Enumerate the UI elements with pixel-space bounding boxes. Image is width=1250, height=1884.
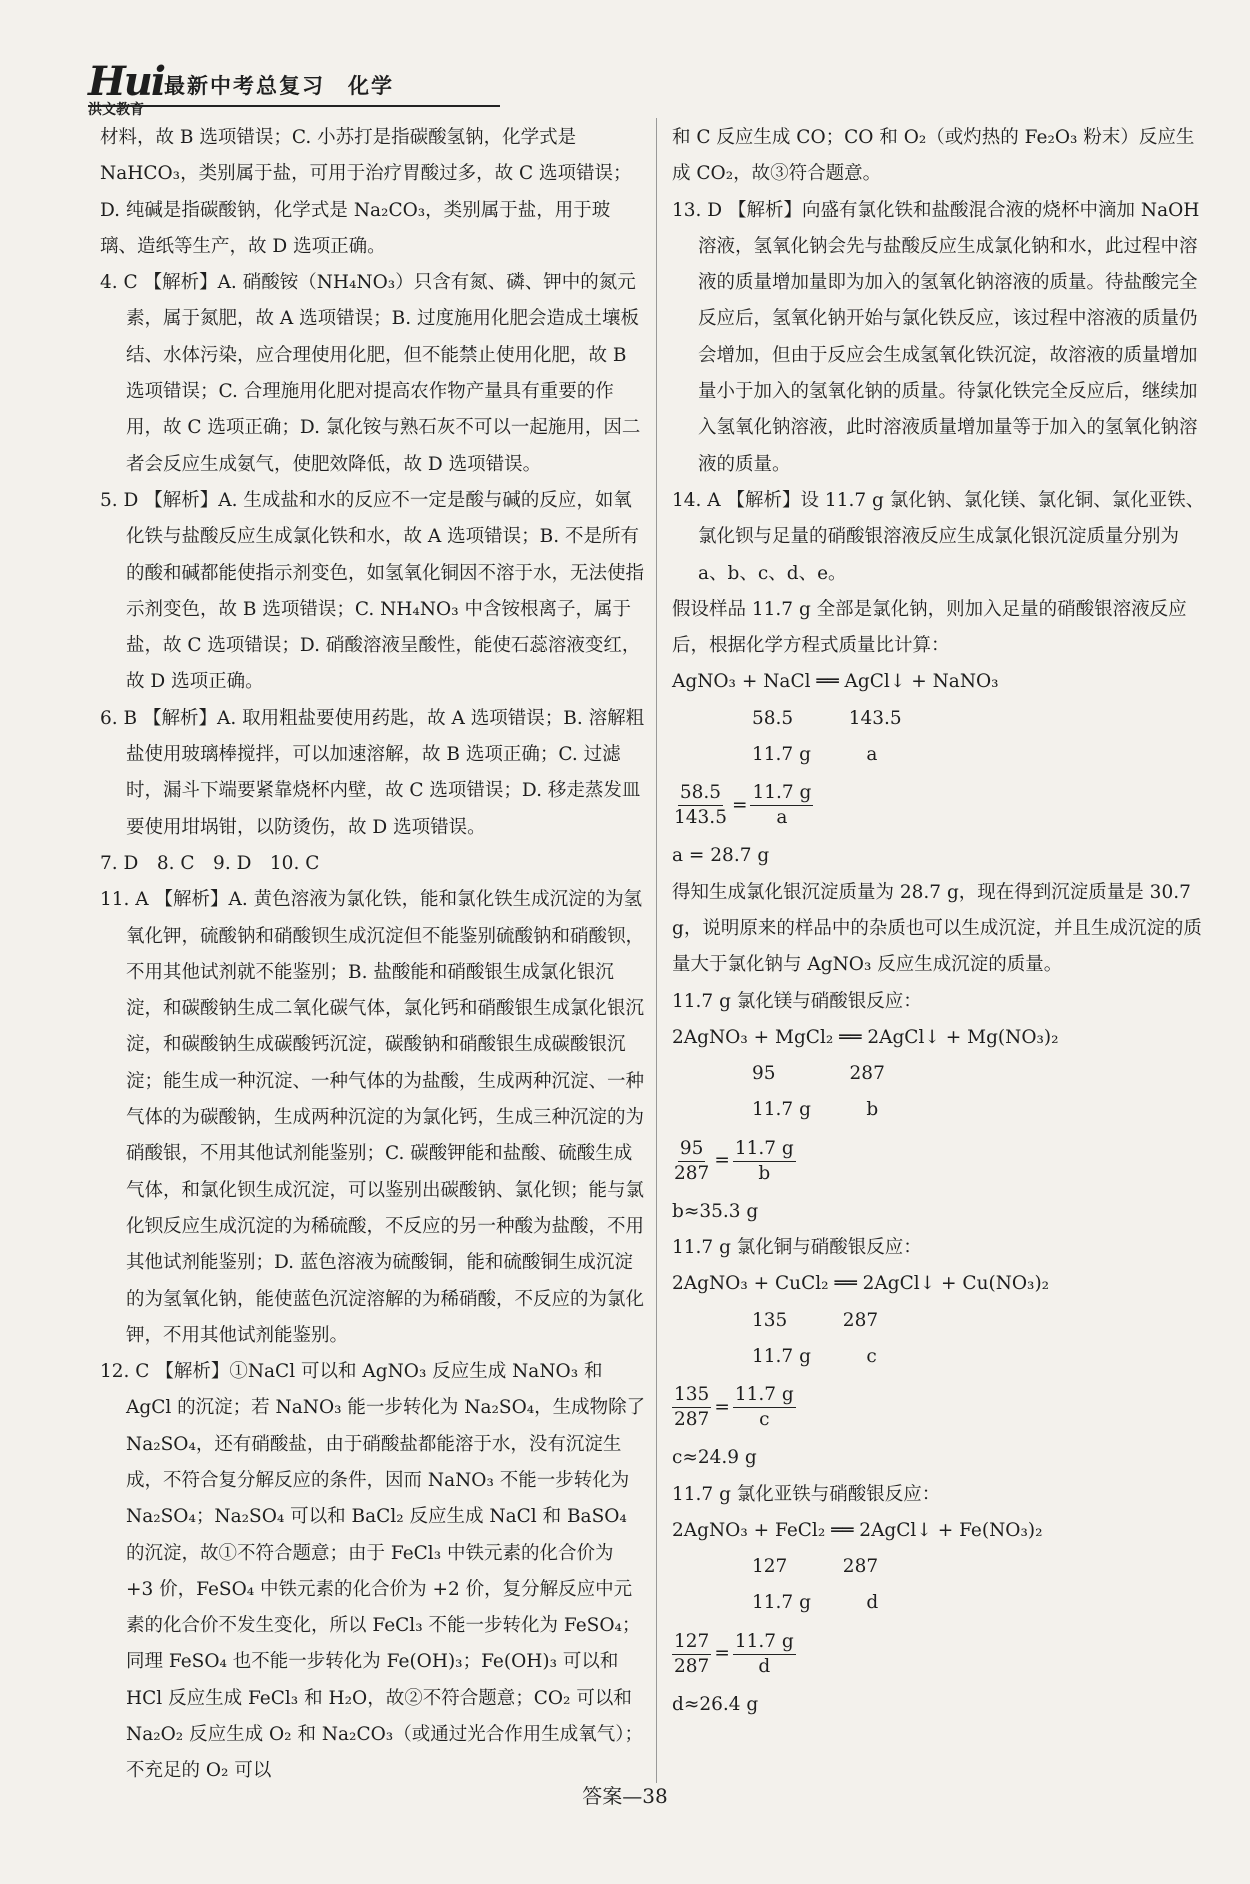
chemical-equation: 2AgNO₃ + FeCl₂ ══ 2AgCl↓ + Fe(NO₃)₂ [672, 1519, 1043, 1541]
fraction-numerator: 11.7 g [750, 781, 813, 806]
paragraph: 11.7 g 氯化铜与硝酸银反应： [672, 1237, 922, 1259]
fraction [672, 1630, 711, 1679]
paragraph: c≈24.9 g [672, 1447, 757, 1469]
equals-sign: = [714, 1150, 730, 1172]
equals-sign: = [714, 1396, 730, 1418]
paragraph: 11.7 g 氯化亚铁与硝酸银反应： [672, 1483, 941, 1505]
fraction-denominator: 143.5 [674, 807, 727, 829]
fraction-numerator: 11.7 g [733, 1630, 796, 1655]
fraction [733, 1137, 796, 1186]
fraction-denominator: c [759, 1409, 770, 1431]
equals-sign: = [731, 794, 748, 816]
equation-mass-row: 127 287 [752, 1556, 879, 1578]
equation-mass-row: 11.7 g d [752, 1592, 879, 1614]
fraction-denominator: b [758, 1162, 771, 1184]
equation-mass-row: 11.7 g a [752, 744, 878, 766]
book-title: 最新中考总复习 化学 [164, 74, 394, 98]
fraction-denominator: 287 [674, 1162, 710, 1184]
paragraph: 假设样品 11.7 g 全部是氯化钠，则加入足量的硝酸银溶液反应后，根据化学方程式质量比计算： [672, 598, 1187, 657]
fraction [733, 1383, 796, 1432]
proportion-equation [672, 1375, 1210, 1440]
fraction-denominator: d [758, 1655, 771, 1677]
fraction [750, 781, 813, 830]
proportion-equation [672, 1622, 1210, 1687]
proportion-equation [672, 1129, 1210, 1194]
fraction-numerator: 95 [678, 1137, 706, 1162]
paragraph: 11.7 g 氯化镁与硝酸银反应： [672, 990, 922, 1012]
header-rule [88, 105, 500, 107]
fraction-denominator: 287 [674, 1655, 710, 1677]
column-divider [656, 118, 657, 1783]
equation-mass-row: 58.5 143.5 [752, 707, 902, 729]
fraction-numerator: 58.5 [678, 781, 723, 806]
answer-item: 5. D 【解析】A. 生成盐和水的反应不一定是酸与碱的反应，如氧化铁与盐酸反应生成氯化铁和水，故 A 选项错误；B. 不是所有的酸和碱都能使指示剂变色，如氢氧化铜因不溶于水，无法使指示剂变色，故 B 选项错误；C. NH₄NO₃ 中含铵根离子，属于盐，故 C 选项错误；D. 硝酸溶液呈酸性，能使石蕊溶液变红，故 D 选项正确。 [100, 489, 645, 693]
equation-mass-row: 135 287 [752, 1309, 879, 1331]
paragraph: 材料，故 B 选项错误；C. 小苏打是指碳酸氢钠，化学式是 NaHCO₃，类别属于盐，可用于治疗胃酸过多，故 C 选项错误；D. 纯碱是指碳酸钠，化学式是 Na₂CO₃，类别属于盐，用于玻璃、造纸等生产，故 D 选项正确。 [100, 127, 632, 257]
equation-mass-row: 11.7 g c [752, 1345, 877, 1367]
fraction-denominator: 287 [674, 1409, 710, 1431]
publisher-name: 洪文教育 [88, 102, 144, 118]
answer-item: 7. D 8. C 9. D 10. C [100, 852, 320, 874]
equation-mass-row: 95 287 [752, 1063, 885, 1085]
answer-item: 14. A 【解析】设 11.7 g 氯化钠、氯化镁、氯化铜、氯化亚铁、氯化钡与足量的硝酸银溶液反应生成氯化银沉淀质量分别为 a、b、c、d、e。 [672, 489, 1205, 584]
paragraph: a = 28.7 g [672, 845, 770, 867]
proportion-equation [672, 773, 1210, 838]
fraction-denominator: a [776, 807, 788, 829]
fraction [672, 781, 729, 830]
chemical-equation: 2AgNO₃ + MgCl₂ ══ 2AgCl↓ + Mg(NO₃)₂ [672, 1026, 1059, 1048]
fraction-numerator: 127 [672, 1630, 711, 1655]
page-number: 答案—38 [582, 1784, 668, 1808]
equation-mass-row: 11.7 g b [752, 1099, 879, 1121]
right-column [672, 120, 1210, 1723]
paragraph: b≈35.3 g [672, 1200, 759, 1222]
chemical-equation: 2AgNO₃ + CuCl₂ ══ 2AgCl↓ + Cu(NO₃)₂ [672, 1273, 1050, 1295]
answer-item: 4. C 【解析】A. 硝酸铵（NH₄NO₃）只含有氮、磷、钾中的氮元素，属于氮肥，故 A 选项错误；B. 过度施用化肥会造成土壤板结、水体污染，应合理使用化肥，但不能禁止使用化肥，故 B 选项错误；C. 合理施用化肥对提高农作物产量具有重要的作用，故 C 选项正确；D. 氯化铵与熟石灰不可以一起施用，因二者会反应生成氨气，使肥效降低，故 D 选项错误。 [100, 272, 641, 475]
fraction-numerator: 11.7 g [733, 1383, 796, 1408]
fraction-numerator: 11.7 g [733, 1137, 796, 1162]
paragraph: 得知生成氯化银沉淀质量为 28.7 g，现在得到沉淀质量是 30.7 g，说明原来的样品中的杂质也可以生成沉淀，并且生成沉淀的质量大于氯化钠与 AgNO₃ 反应生成沉淀的质量。 [672, 881, 1202, 976]
fraction-numerator: 135 [672, 1383, 711, 1408]
answer-item: 11. A 【解析】A. 黄色溶液为氯化铁，能和氯化铁生成沉淀的为氢氧化钾，硫酸钠和硝酸钡生成沉淀但不能鉴别硫酸钠和硝酸钡，不用其他试剂就不能鉴别；B. 盐酸能和硝酸银生成氯化银沉淀，和碳酸钠生成二氧化碳气体，氯化钙和硝酸银生成氯化银沉淀，和碳酸钠生成碳酸钙沉淀，碳酸钠和硝酸银生成碳酸银沉淀；能生成一种沉淀、一种气体的为盐酸，生成两种沉淀、一种气体的为碳酸钠，生成两种沉淀的为氯化钙，生成三种沉淀的为硝酸银，不用其他试剂能鉴别；C. 碳酸钾能和盐酸、硫酸生成气体，和氯化钡生成沉淀，可以鉴别出碳酸钠、氯化钡；能与氯化钡反应生成沉淀的为稀硫酸，不反应的另一种酸为盐酸，不用其他试剂能鉴别；D. 蓝色溶液为硫酸铜，能和硫酸铜生成沉淀的为氢氧化钠，能使蓝色沉淀溶解的为稀硝酸，不反应的为氯化钾，不用其他试剂能鉴别。 [100, 889, 645, 1346]
answer-item: 6. B 【解析】A. 取用粗盐要使用药匙，故 A 选项错误；B. 溶解粗盐使用玻璃棒搅拌，可以加速溶解，故 B 选项正确；C. 过滤时，漏斗下端要紧靠烧杯内壁，故 C 选项错误；D. 移走蒸发皿要使用坩埚钳，以防烫伤，故 D 选项错误。 [100, 707, 645, 838]
equals-sign: = [714, 1643, 730, 1665]
paragraph: 和 C 反应生成 CO；CO 和 O₂（或灼热的 Fe₂O₃ 粉末）反应生成 CO₂，故③符合题意。 [672, 127, 1195, 185]
publisher-logo: Hui [88, 58, 165, 105]
left-column [100, 120, 652, 1790]
paragraph: d≈26.4 g [672, 1693, 759, 1715]
fraction [733, 1630, 796, 1679]
fraction [672, 1137, 711, 1186]
page-header [88, 58, 500, 118]
answer-item: 13. D 【解析】向盛有氯化铁和盐酸混合液的烧杯中滴加 NaOH 溶液，氢氧化钠会先与盐酸反应生成氯化钠和水，此过程中溶液的质量增加量即为加入的氢氧化钠溶液的质量。待盐酸完全反应后，氢氧化钠开始与氯化铁反应，该过程中溶液的质量仍会增加，但由于反应会生成氢氧化铁沉淀，故溶液的质量增加量小于加入的氢氧化钠的质量。待氯化铁完全反应后，继续加入氢氧化钠溶液，此时溶液质量增加量等于加入的氢氧化钠溶液的质量。 [672, 199, 1206, 475]
fraction [672, 1383, 711, 1432]
chemical-equation: AgNO₃ + NaCl ══ AgCl↓ + NaNO₃ [672, 671, 999, 693]
answer-item: 12. C 【解析】①NaCl 可以和 AgNO₃ 反应生成 NaNO₃ 和 AgCl 的沉淀；若 NaNO₃ 能一步转化为 Na₂SO₄，生成物除了 Na₂SO₄，还有硝酸盐，由于硝酸盐都能溶于水，没有沉淀生成，不符合复分解反应的条件，因而 NaNO₃ 不能一步转化为 Na₂SO₄；Na₂SO₄ 可以和 BaCl₂ 反应生成 NaCl 和 BaSO₄ 的沉淀，故①不符合题意；由于 FeCl₃ 中铁元素的化合价为 +3 价，FeSO₄ 中铁元素的化合价为 +2 价，复分解反应中元素的化合价不发生变化，所以 FeCl₃ 不能一步转化为 FeSO₄；同理 FeSO₄ 也不能一步转化为 Fe(OH)₃；Fe(OH)₃ 可以和 HCl 反应生成 FeCl₃ 和 H₂O，故②不符合题意；CO₂ 可以和 Na₂O₂ 反应生成 O₂ 和 Na₂CO₃（或通过光合作用生成氧气）；不充足的 O₂ 可以 [100, 1361, 652, 1782]
